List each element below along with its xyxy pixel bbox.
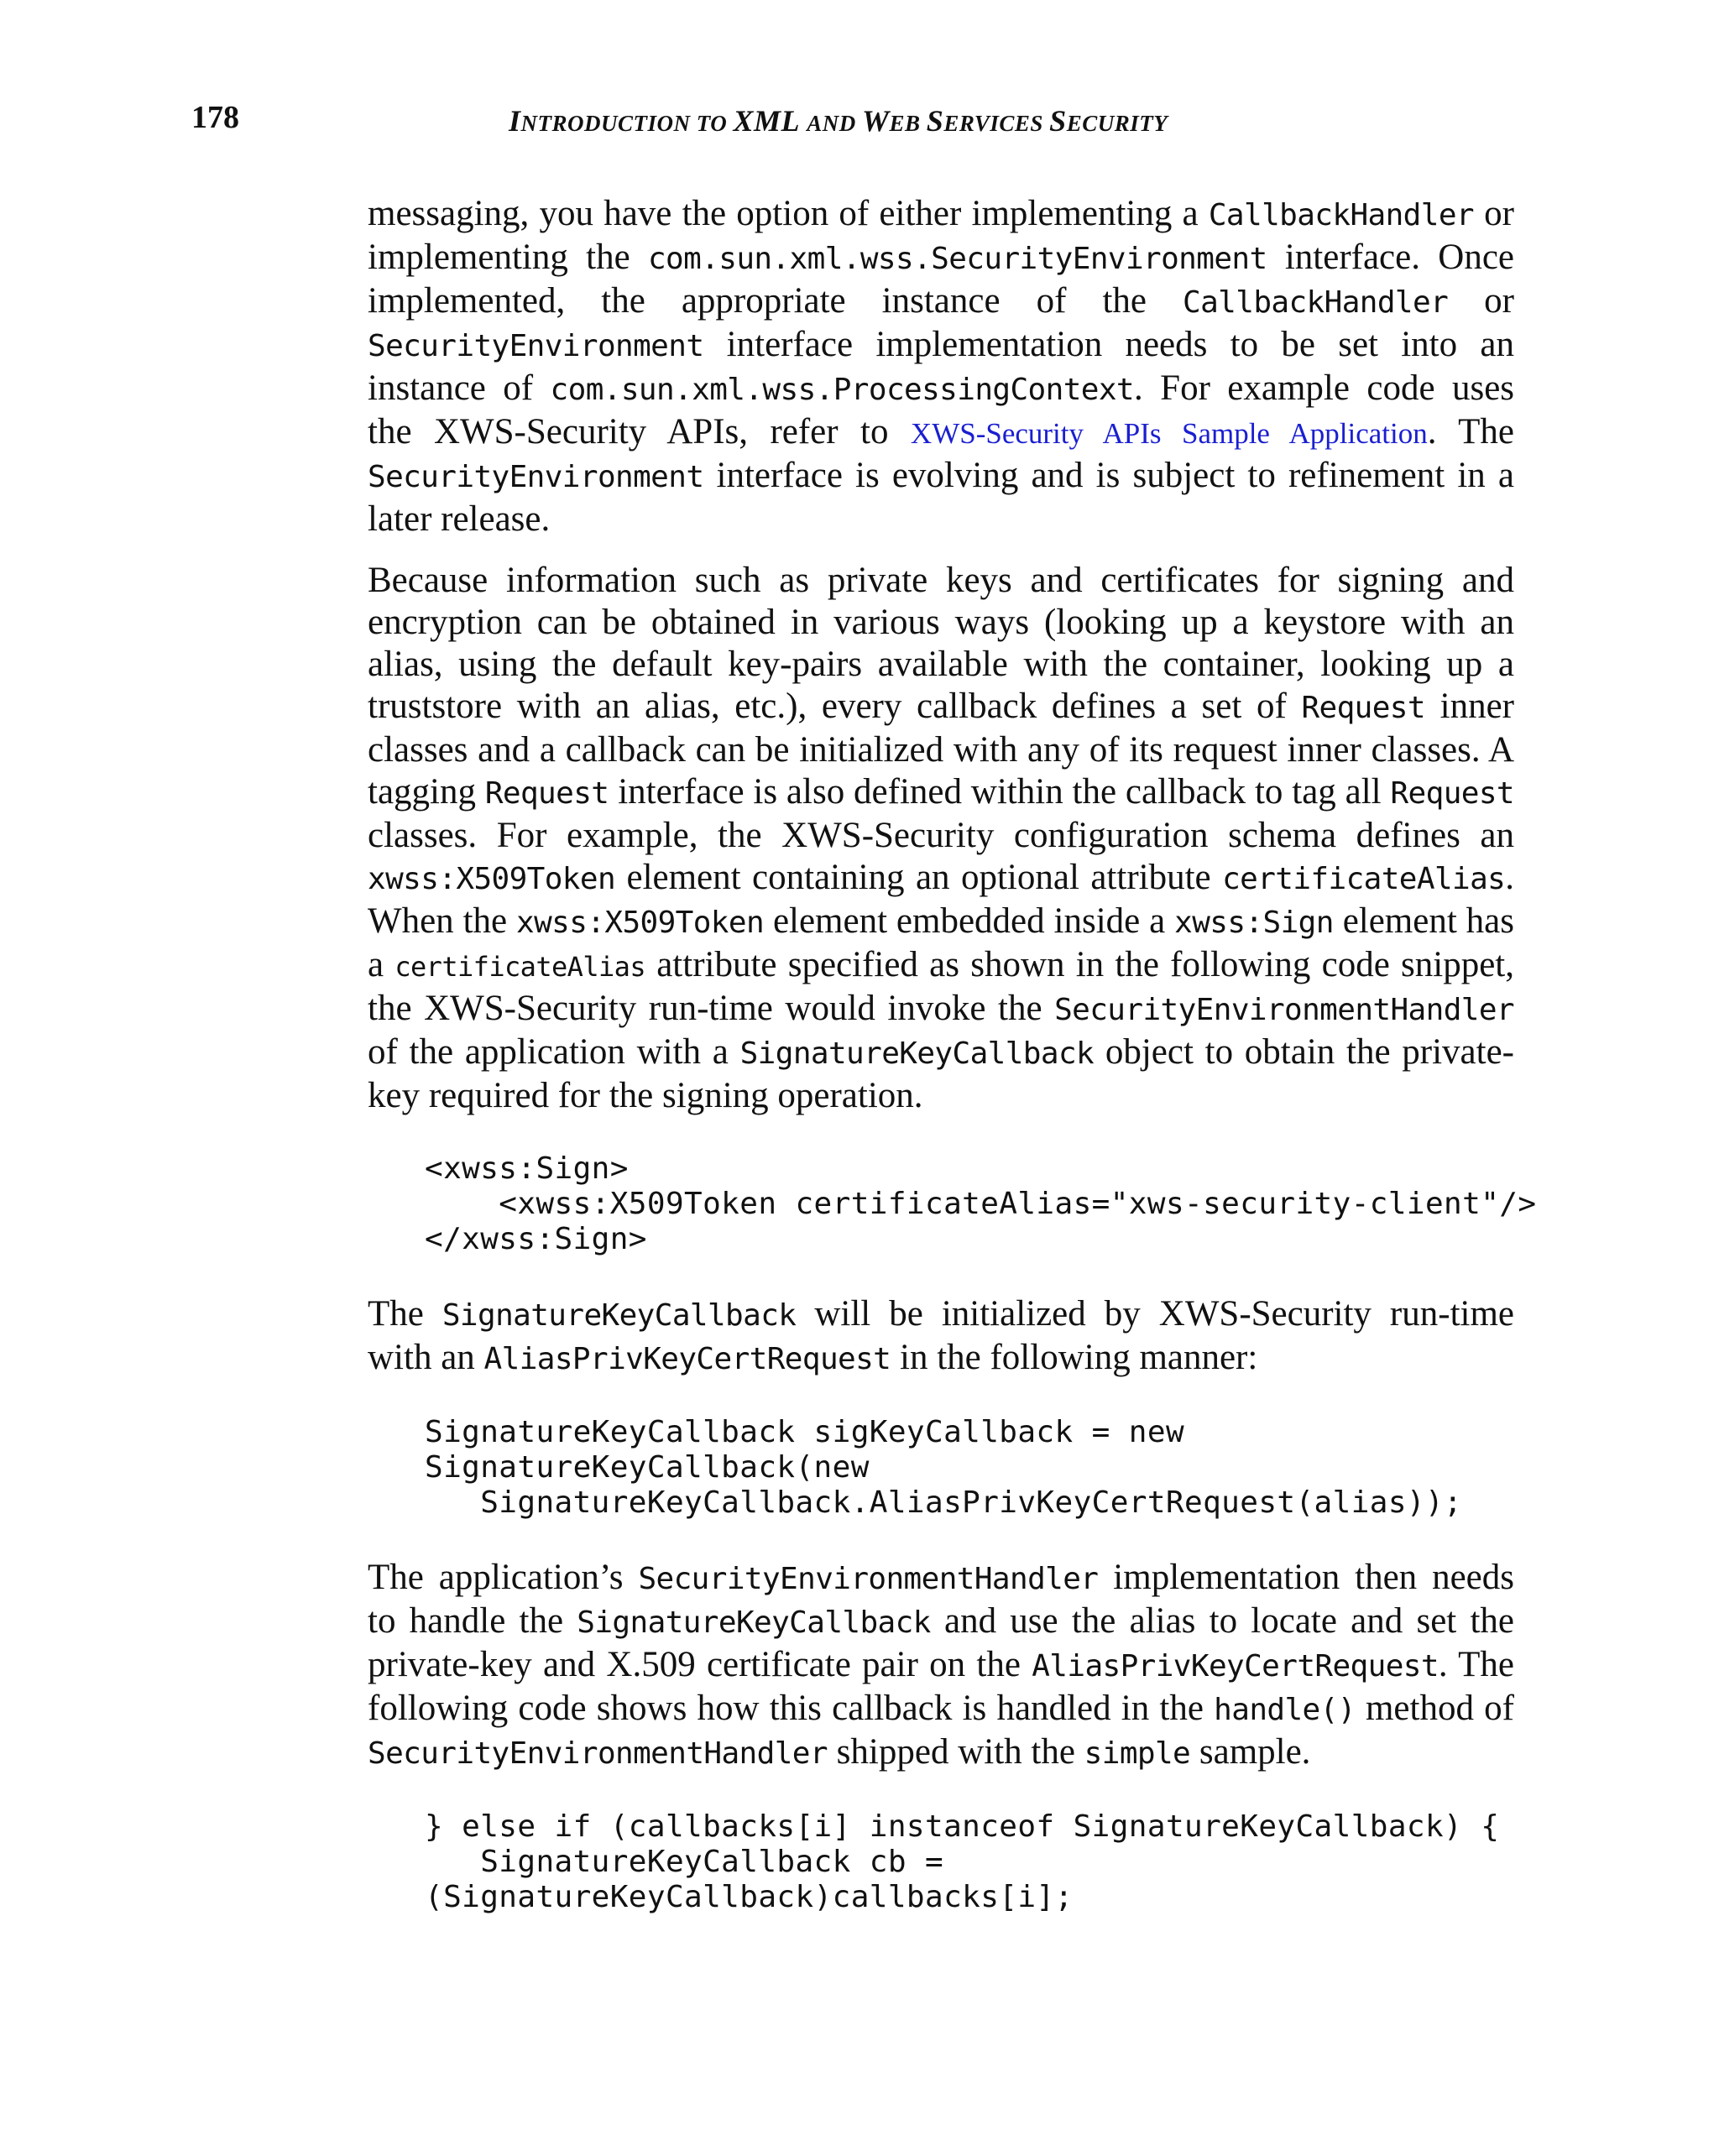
text-run: The application’s [368,1558,639,1597]
body-paragraph [368,193,1514,540]
inline-code: simple [1084,1736,1191,1771]
text-run: The [368,1294,442,1334]
code-line: SignatureKeyCallback.AliasPrivKeyCertRequest(alias)); [425,1485,1463,1520]
body-paragraph [368,1557,1514,1775]
inline-code: xwss:Sign [1174,906,1334,940]
page-number: 178 [191,100,239,135]
running-header [0,99,1719,149]
title-part: XML [733,104,807,138]
inline-code: SecurityEnvironmentHandler [638,1562,1099,1596]
sample-application-link[interactable]: XWS-Security APIs Sample Application [910,417,1428,450]
code-line: </xwss:Sign> [425,1222,647,1256]
text-run: . For example code uses the XWS-Security APIs, refer to [368,368,1515,452]
inline-code: Request [1390,776,1514,811]
inline-code: AliasPrivKeyCertRequest [1032,1649,1439,1684]
inline-code: SecurityEnvironment [368,460,704,494]
inline-code: AliasPrivKeyCertRequest [483,1342,891,1376]
code-line: } else if (callbacks[i] instanceof SignatureKeyCallback) { [425,1809,1500,1844]
inline-code: CallbackHandler [1183,285,1449,320]
title-part: ECURITY [1066,111,1168,136]
title-part: W [861,104,890,138]
text-run: attribute specified as shown in the following code snippet, the XWS-Security run-time would invoke the [368,945,1514,1028]
running-title [509,104,1168,140]
body-paragraph [368,560,1514,1117]
code-line: SignatureKeyCallback cb = [425,1845,944,1879]
inline-code: xwss:X509Token [368,862,616,896]
inline-code: SignatureKeyCallback [577,1605,931,1640]
page-body [368,193,1537,1915]
text-run: inner classes and a callback can be initialized with any of its request inner classes. A tagging [368,686,1514,812]
title-part: EB [889,111,927,136]
inline-code: handle() [1214,1693,1356,1727]
text-run: interface. Once implemented, the appropriate instance of the [368,238,1514,321]
code-block [425,1151,1537,1257]
code-line: (SignatureKeyCallback)callbacks[i]; [425,1880,1074,1914]
title-part: AND [807,111,862,136]
inline-code: SecurityEnvironmentHandler [368,1736,828,1771]
text-run: object to obtain the private-key required for the signing operation. [368,1032,1514,1115]
text-run: and use the alias to locate and set the private-key and X.509 certificate pair on the [368,1601,1514,1684]
inline-code: Request [484,776,609,811]
body-paragraph [368,1293,1514,1381]
text-run: shipped with the [827,1732,1084,1772]
text-run: element containing an optional attribute [615,858,1223,897]
text-run: or [1448,281,1514,321]
text-run: method of [1355,1689,1514,1728]
text-run: interface is also defined within the callback to tag all [609,772,1391,812]
code-line: SignatureKeyCallback sigKeyCallback = new [425,1415,1185,1449]
inline-code: SecurityEnvironment [368,329,704,363]
title-part: S [1049,104,1067,138]
text-run: implementation then needs to handle the [368,1558,1514,1641]
text-run: . When the [368,858,1514,941]
text-run: or implementing the [368,194,1514,277]
code-line: SignatureKeyCallback(new [425,1450,870,1485]
code-line: <xwss:Sign> [425,1151,629,1186]
inline-code: SecurityEnvironmentHandler [1054,993,1514,1027]
text-run: messaging, you have the option of either implementing a [368,194,1209,233]
title-part: S [926,104,944,138]
text-run: will be initialized by XWS-Security run-time with an [368,1294,1514,1377]
text-run: sample. [1190,1732,1311,1772]
text-run: interface implementation needs to be set into an instance of [368,325,1514,408]
text-run: element embedded inside a [764,901,1175,941]
text-run: . The [1427,412,1514,452]
inline-code: CallbackHandler [1208,198,1474,232]
title-part: NTRODUCTION TO [520,111,734,136]
text-run: Because information such as private keys and certificates for signing and encryption can be obtained in various ways (looking up a keystore with an alias, using the default key-pairs available with the container, looking up a truststore with an alias, etc.), every callback defines a set of [368,561,1514,726]
inline-code: Request [1301,691,1425,725]
title-part: ERVICES [943,111,1050,136]
text-run: element has a [368,901,1515,984]
inline-code: certificateAlias [394,951,645,983]
inline-code: com.sun.xml.wss.ProcessingContext [550,373,1134,407]
inline-code: xwss:X509Token [516,906,765,940]
code-line: <xwss:X509Token certificateAlias="xws-security-client"/> [425,1187,1537,1221]
code-block [425,1415,1514,1521]
inline-code: com.sun.xml.wss.SecurityEnvironment [647,242,1267,276]
inline-code: SignatureKeyCallback [442,1298,797,1333]
inline-code: SignatureKeyCallback [739,1036,1095,1071]
text-run: of the application with a [368,1032,740,1072]
text-run: classes. For example, the XWS-Security configuration schema defines an [368,816,1514,855]
inline-code: certificateAlias [1222,862,1506,896]
code-block [425,1809,1514,1915]
text-run: in the following manner: [891,1338,1258,1377]
title-part: I [509,104,521,138]
text-run: . The following code shows how this callback is handled in the [368,1645,1515,1728]
text-run: interface is evolving and is subject to refinement in a later release. [368,456,1514,539]
